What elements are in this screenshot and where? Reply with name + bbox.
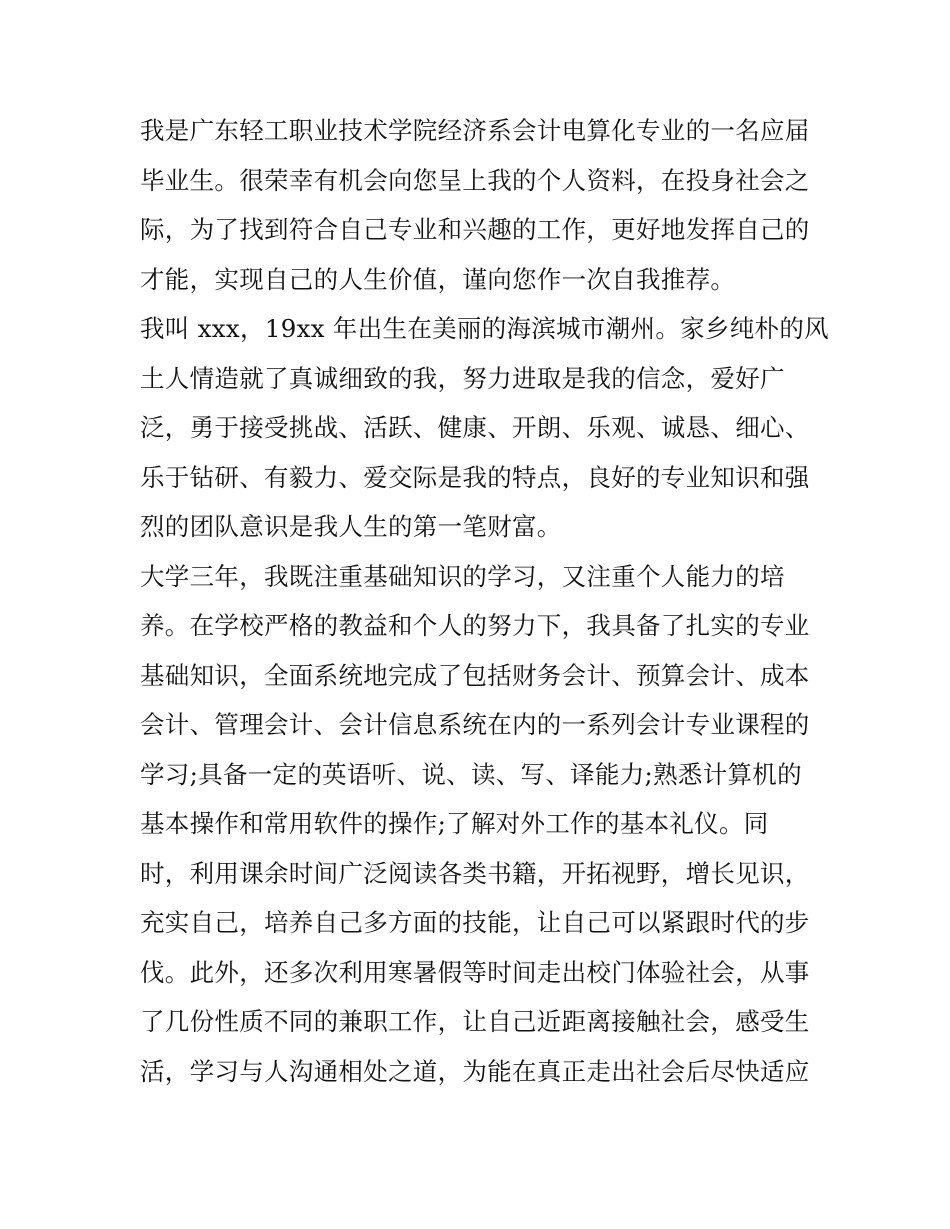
text-line: 伐。此外，还多次利用寒暑假等时间走出校门体验社会，从事 (140, 957, 810, 987)
text-line: 了几份性质不同的兼职工作，让自己近距离接触社会，感受生 (140, 1007, 810, 1036)
text-line: 充实自己，培养自己多方面的技能，让自己可以紧跟时代的步 (140, 908, 810, 937)
text-line: 时，利用课余时间广泛阅读各类书籍，开拓视野，增长见识， (140, 858, 810, 888)
text-line: 才能，实现自己的人生价值，谨向您作一次自我推荐。 (140, 264, 736, 294)
text-line: 会计、管理会计、会计信息系统在内的一系列会计专业课程的 (140, 710, 810, 739)
text-line: 活，学习与人沟通相处之道，为能在真正走出社会后尽快适应 (140, 1056, 810, 1086)
text-line: 我叫 xxx，19xx 年出生在美丽的海滨城市潮州。家乡纯朴的风 (140, 314, 829, 343)
text-line: 学习;具备一定的英语听、说、读、写、译能力;熟悉计算机的 (140, 759, 802, 789)
text-line: 基础知识，全面系统地完成了包括财务会计、预算会计、成本 (140, 660, 810, 690)
document-body (140, 106, 829, 1096)
text-line: 烈的团队意识是我人生的第一笔财富。 (140, 512, 562, 541)
text-line: 土人情造就了真诚细致的我，努力进取是我的信念，爱好广 (140, 363, 785, 393)
text-line: 大学三年，我既注重基础知识的学习，又注重个人能力的培 (140, 561, 785, 591)
text-line: 际，为了找到符合自己专业和兴趣的工作，更好地发挥自己的 (140, 215, 810, 244)
text-line: 养。在学校严格的教益和个人的努力下，我具备了扎实的专业 (140, 611, 810, 640)
text-line: 基本操作和常用软件的操作;了解对外工作的基本礼仪。同 (140, 809, 769, 838)
text-line: 乐于钻研、有毅力、爱交际是我的特点，良好的专业知识和强 (140, 462, 810, 492)
text-line: 我是广东轻工职业技术学院经济系会计电算化专业的一名应届 (140, 116, 810, 145)
text-line: 泛，勇于接受挑战、活跃、健康、开朗、乐观、诚恳、细心、 (140, 413, 810, 442)
text-line: 毕业生。很荣幸有机会向您呈上我的个人资料，在投身社会之 (140, 165, 810, 195)
